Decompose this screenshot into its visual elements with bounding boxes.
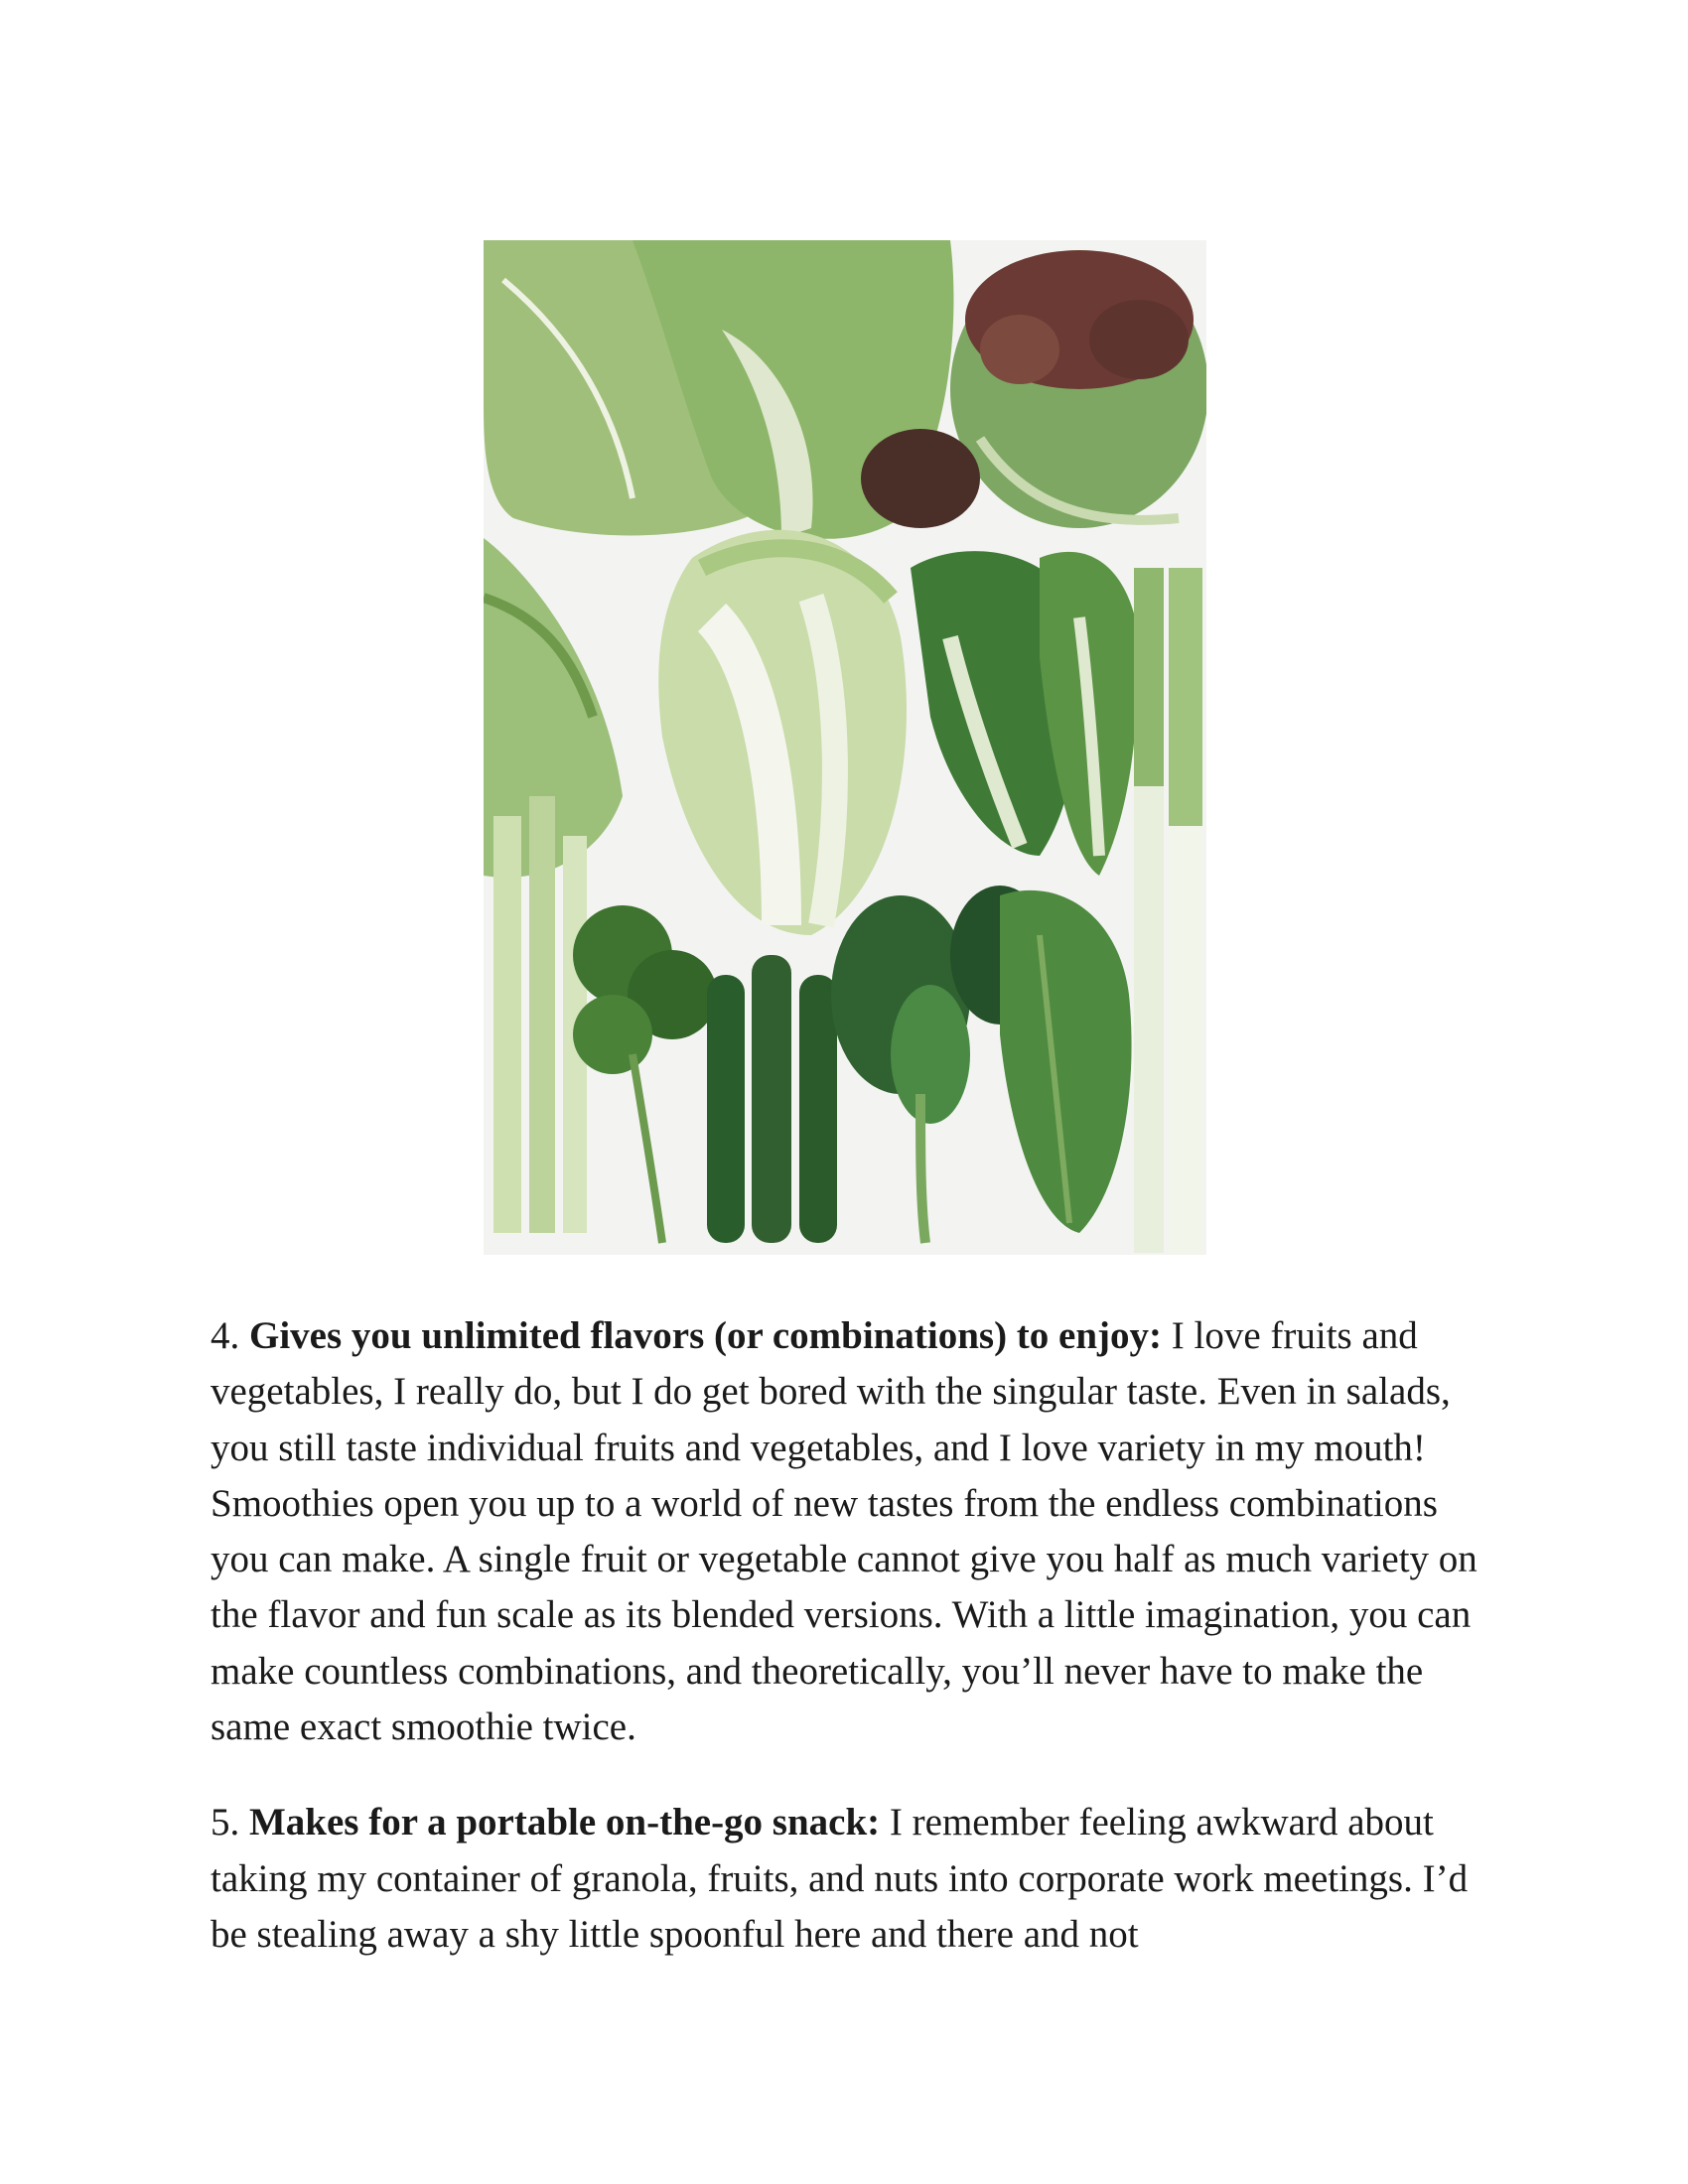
cucumbers (707, 955, 837, 1243)
paragraph-5 (211, 1795, 1491, 1963)
paragraph-body: I love fruits and vegetables, I really do, but I do get bored with the singular taste. Even in salads, you still taste individual fruits and vegetables, and I love variety in my mouth! Smoothies open you up to a world of new tastes from the endless combinations you can make. A single fruit or vegetable cannot give you half as much variety on the flavor and fun scale as its blended versions. With a little imagination, you can make countless combinations, and theoretically, you’ll never have to make the same exact smoothie twice. (211, 1314, 1477, 1749)
paragraph-number: 4. (211, 1314, 240, 1357)
body-text (211, 1308, 1491, 2002)
leafy-greens-illustration (484, 240, 1206, 1255)
paragraph-4 (211, 1308, 1491, 1755)
greens-photo (484, 240, 1206, 1255)
paragraph-body: I remember feeling awkward about taking my container of granola, fruits, and nuts into corporate work meetings. I’d be stealing away a shy little spoonful here and there and not (211, 1801, 1469, 1956)
paragraph-heading: Gives you unlimited flavors (or combinations) to enjoy: (249, 1314, 1163, 1357)
paragraph-number: 5. (211, 1801, 240, 1844)
paragraph-heading: Makes for a portable on-the-go snack: (249, 1801, 881, 1844)
